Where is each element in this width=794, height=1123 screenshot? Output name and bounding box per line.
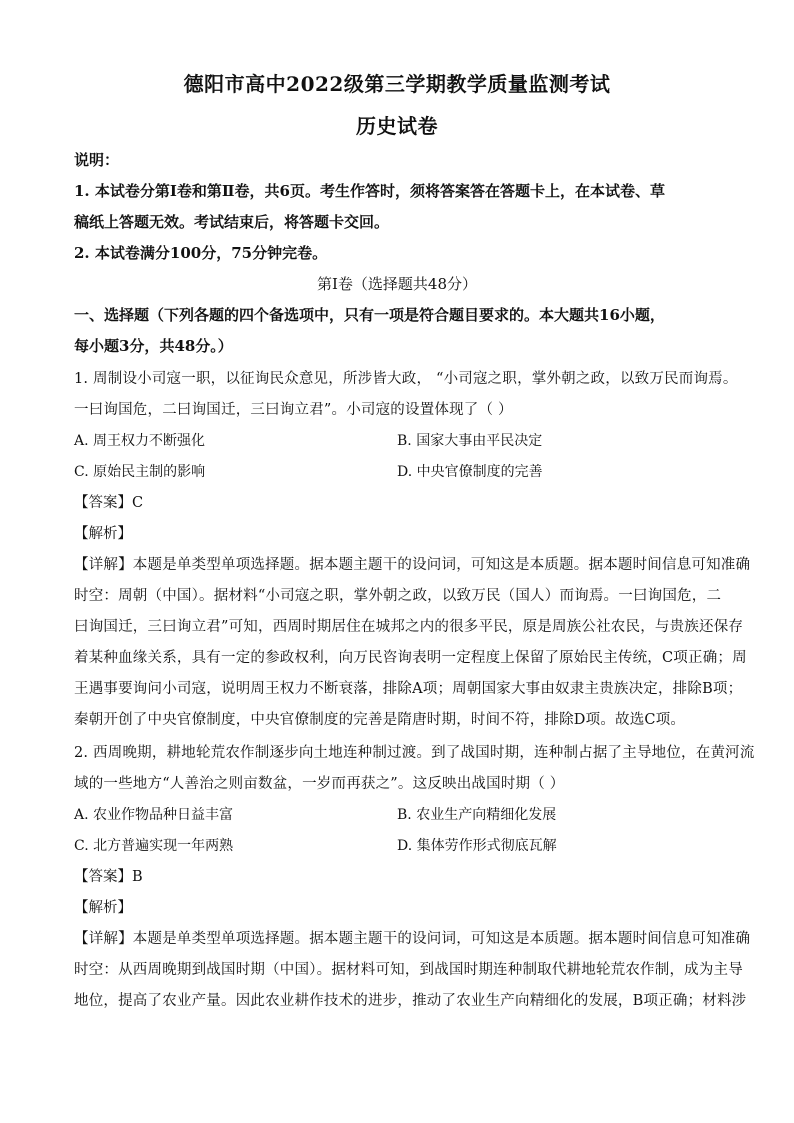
instruction-line: 2. 本试卷满分100分，75分钟完卷。 [74,244,328,262]
option-a: A. 农业作物品种日益丰富 [74,807,234,823]
analysis-label: 【解析】 [74,526,132,542]
option-b: B. 农业生产向精细化发展 [397,807,557,823]
analysis-detail: 时空：周朝（中国）。据材料“小司寇之职，掌外朝之政，以致万民（国人）而询焉。一曰询国危，二 [74,588,722,604]
exam-title: 德阳市高中2022级第三学期教学质量监测考试 [183,72,611,96]
question-stem: 2. 西周晚期，耕地轮荒农作制逐步向土地连种制过渡。到了战国时期，连种制占据了主导地位，在黄河流 [74,745,755,761]
section-heading: 第Ⅰ卷（选择题共48分） [316,275,477,293]
instruction-line: 1. 本试卷分第Ⅰ卷和第Ⅱ卷，共6页。考生作答时，须将答案答在答题卡上，在本试卷、草 [74,182,665,200]
answer-label: 【答案】C [74,495,144,511]
instructions-heading: 说明： [74,151,120,169]
analysis-detail: 【详解】本题是单类型单项选择题。据本题主题干的设问词，可知这是本质题。据本题时间信息可知准确 [74,557,751,573]
option-c: C. 原始民主制的影响 [74,464,206,480]
analysis-detail: 地位，提高了农业产量。因此农业耕作技术的进步，推动了农业生产向精细化的发展，B项正确；材料涉 [74,993,747,1009]
analysis-detail: 着某种血缘关系，具有一定的参政权利，向万民咨询表明一定程度上保留了原始民主传统，C项正确；周 [74,650,747,666]
question-stem: 一曰询国危，二曰询国迁，三曰询立君”。小司寇的设置体现了（ ） [74,402,513,418]
part-heading: 每小题3分，共48分。） [74,337,233,355]
exam-subtitle: 历史试卷 [356,114,438,138]
answer-label: 【答案】B [74,869,143,885]
part-heading: 一、选择题（下列各题的四个备选项中，只有一项是符合题目要求的。本大题共16小题， [74,306,665,324]
analysis-detail: 【详解】本题是单类型单项选择题。据本题主题干的设问词，可知这是本质题。据本题时间信息可知准确 [74,931,751,947]
instruction-line: 稿纸上答题无效。考试结束后，将答题卡交回。 [74,213,390,231]
question-stem: 域的一些地方“人善治之则亩数盆，一岁而再获之”。这反映出战国时期（ ） [74,776,565,792]
analysis-detail: 秦朝开创了中央官僚制度，中央官僚制度的完善是隋唐时期，时间不符，排除D项。故选C项。 [74,712,686,728]
analysis-label: 【解析】 [74,900,132,916]
analysis-detail: 时空：从西周晚期到战国时期（中国）。据材料可知，到战国时期连种制取代耕地轮荒农作制，成为主导 [74,962,743,978]
option-d: D. 中央官僚制度的完善 [397,464,543,480]
analysis-detail: 王遇事要询问小司寇，说明周王权力不断衰落，排除A项；周朝国家大事由奴隶主贵族决定，排除B项； [74,681,743,697]
analysis-detail: 曰询国迁，三曰询立君”可知，西周时期居住在城邦之内的很多平民，原是周族公社农民，与贵族还保存 [74,619,744,635]
option-d: D. 集体劳作形式彻底瓦解 [397,838,557,854]
option-c: C. 北方普遍实现一年两熟 [74,838,234,854]
option-a: A. 周王权力不断强化 [74,433,206,449]
option-b: B. 国家大事由平民决定 [397,433,543,449]
question-stem: 1. 周制设小司寇一职，以征询民众意见，所涉皆大政， “小司寇之职，掌外朝之政，以致万民而询焉。 [74,371,738,387]
